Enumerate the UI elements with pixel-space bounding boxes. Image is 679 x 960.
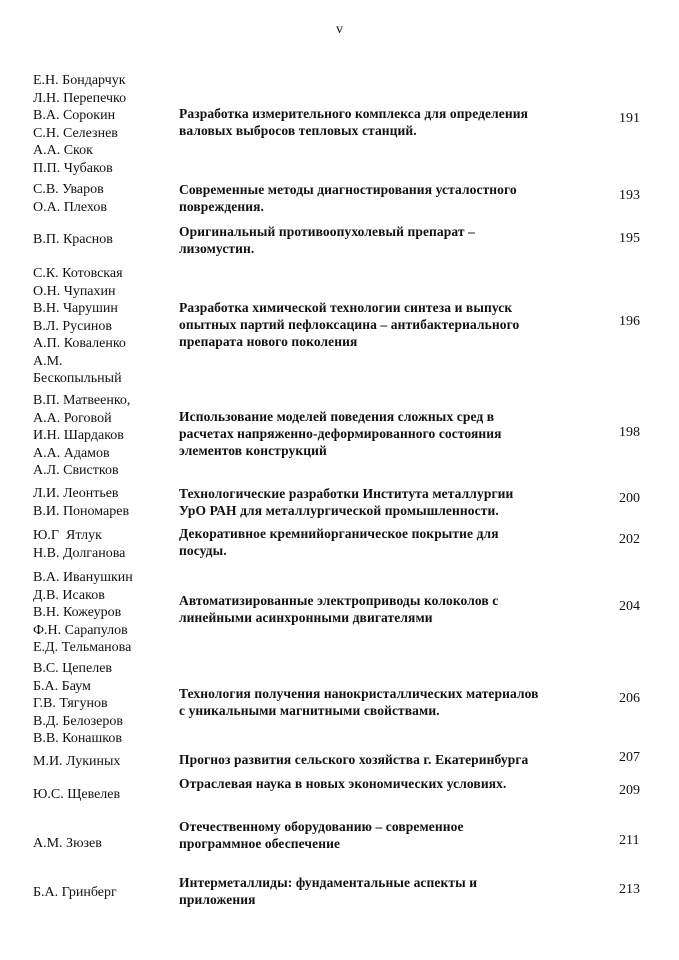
- title-line: Отраслевая наука в новых экономических условиях.: [179, 776, 507, 791]
- title-line: УрО РАН для металлургической промышленности.: [179, 503, 499, 518]
- entry-page-number: 206: [619, 691, 640, 706]
- author-name: В.П. Матвеенко,: [33, 393, 131, 408]
- author-name: В.Д. Белозеров: [33, 713, 123, 729]
- title-line: элементов конструкций: [179, 443, 327, 458]
- author-name: В.А. Иванушкин: [33, 570, 133, 585]
- author-name: С.К. Котовская: [33, 266, 123, 281]
- title-line: Декоративное кремнийорганическое покрытие для: [179, 526, 499, 541]
- author-list: [33, 265, 126, 388]
- author-list: [33, 569, 133, 657]
- author-name: П.П. Чубаков: [33, 160, 113, 176]
- entry-title: [179, 818, 604, 852]
- title-line: опытных партий пефлоксацина – антибактериального: [179, 317, 520, 332]
- title-line: повреждения.: [179, 199, 265, 214]
- entry-page-number: 200: [619, 491, 640, 506]
- author-name: Л.И. Леонтьев: [33, 486, 119, 501]
- entry-page-number: 213: [619, 882, 640, 897]
- entry-title: [179, 685, 604, 719]
- author-list: [33, 181, 107, 216]
- entry-page-number: 204: [619, 599, 640, 614]
- entry-title: [179, 181, 604, 215]
- entry-title: [179, 408, 604, 459]
- title-line: Технологические разработки Института металлургии: [179, 486, 514, 501]
- title-line: Разработка химической технологии синтеза и выпуск: [179, 300, 513, 315]
- author-name: О.Н. Чупахин: [33, 283, 116, 299]
- author-name: Г.В. Тягунов: [33, 696, 108, 711]
- title-line: препарата нового поколения: [179, 334, 358, 349]
- author-name: Е.Н. Бондарчук: [33, 73, 126, 88]
- entry-title: [179, 105, 604, 139]
- author-name: А.А. Скок: [33, 143, 93, 158]
- author-name: Л.Н. Перепечко: [33, 90, 127, 106]
- author-name: Б.А. Гринберг: [33, 885, 117, 900]
- author-list: [33, 884, 117, 902]
- title-line: Использование моделей поведения сложных сред в: [179, 409, 495, 424]
- author-name: В.И. Пономарев: [33, 503, 130, 519]
- title-line: программное обеспечение: [179, 836, 341, 851]
- author-list: [33, 527, 125, 562]
- author-name: Н.В. Долганова: [33, 545, 126, 561]
- entry-title: [179, 874, 604, 908]
- title-line: с уникальными магнитными свойствами.: [179, 703, 440, 718]
- author-name: А.М. Зюзев: [33, 836, 102, 851]
- author-name: С.Н. Селезнев: [33, 125, 118, 141]
- author-list: [33, 72, 126, 177]
- author-name: А.М.: [33, 353, 63, 369]
- author-list: [33, 753, 120, 771]
- title-line: линейными асинхронными двигателями: [179, 610, 433, 625]
- title-line: Автоматизированные электроприводы колоколов с: [179, 593, 499, 608]
- entry-title: [179, 751, 604, 768]
- author-name: Бескопыльный: [33, 371, 122, 386]
- title-line: Отечественному оборудованию – современное: [179, 819, 464, 834]
- entry-title: [179, 775, 604, 792]
- entry-page-number: 193: [619, 188, 640, 203]
- title-line: приложения: [179, 892, 256, 907]
- author-name: О.А. Плехов: [33, 199, 107, 215]
- entry-page-number: 207: [619, 750, 640, 765]
- author-name: Ф.Н. Сарапулов: [33, 622, 128, 638]
- author-name: А.Л. Свистков: [33, 463, 119, 478]
- title-line: Прогноз развития сельского хозяйства г. Екатеринбурга: [179, 752, 529, 767]
- author-name: В.Н. Чарушин: [33, 301, 118, 316]
- author-name: А.П. Коваленко: [33, 336, 126, 351]
- author-list: [33, 660, 123, 748]
- title-line: Разработка измерительного комплекса для определения: [179, 106, 529, 121]
- author-name: Ю.С. Щевелев: [33, 787, 121, 802]
- entry-page-number: 191: [619, 111, 640, 126]
- author-list: [33, 835, 102, 853]
- title-line: Современные методы диагностирования усталостного: [179, 182, 517, 197]
- title-line: расчетах напряженно-деформированного состояния: [179, 426, 502, 441]
- author-name: В.П. Краснов: [33, 232, 113, 247]
- title-line: лизомустин.: [179, 241, 255, 256]
- author-list: [33, 231, 113, 249]
- author-name: В.Н. Кожеуров: [33, 605, 122, 620]
- entry-page-number: 198: [619, 425, 640, 440]
- author-name: Е.Д. Тельманова: [33, 640, 132, 655]
- author-name: В.Л. Русинов: [33, 318, 112, 334]
- title-line: Оригинальный противоопухолевый препарат –: [179, 224, 475, 239]
- author-name: В.В. Конашков: [33, 731, 123, 746]
- entry-title: [179, 223, 604, 257]
- entry-title: [179, 592, 604, 626]
- entry-title: [179, 485, 604, 519]
- author-name: М.И. Лукиных: [33, 754, 121, 769]
- entry-title: [179, 299, 604, 350]
- author-name: А.А. Адамов: [33, 445, 110, 461]
- title-line: Технология получения нанокристаллических материалов: [179, 686, 539, 701]
- entry-page-number: 202: [619, 532, 640, 547]
- author-name: И.Н. Шардаков: [33, 428, 124, 443]
- title-line: валовых выбросов тепловых станций.: [179, 123, 417, 138]
- entry-page-number: 209: [619, 783, 640, 798]
- author-name: Д.В. Исаков: [33, 587, 105, 603]
- author-name: Б.А. Баум: [33, 678, 91, 694]
- author-name: С.В. Уваров: [33, 182, 104, 197]
- title-line: посуды.: [179, 543, 227, 558]
- page-number: v: [336, 22, 343, 37]
- author-name: Ю.Г Ятлук: [33, 528, 102, 543]
- author-list: [33, 392, 130, 480]
- author-list: [33, 485, 129, 520]
- entry-page-number: 196: [619, 314, 640, 329]
- entry-page-number: 195: [619, 231, 640, 246]
- title-line: Интерметаллиды: фундаментальные аспекты и: [179, 875, 478, 890]
- author-name: В.А. Сорокин: [33, 108, 116, 123]
- author-name: А.А. Роговой: [33, 410, 112, 426]
- entry-title: [179, 525, 604, 559]
- author-name: В.С. Цепелев: [33, 661, 113, 676]
- author-list: [33, 786, 120, 804]
- entry-page-number: 211: [619, 833, 640, 848]
